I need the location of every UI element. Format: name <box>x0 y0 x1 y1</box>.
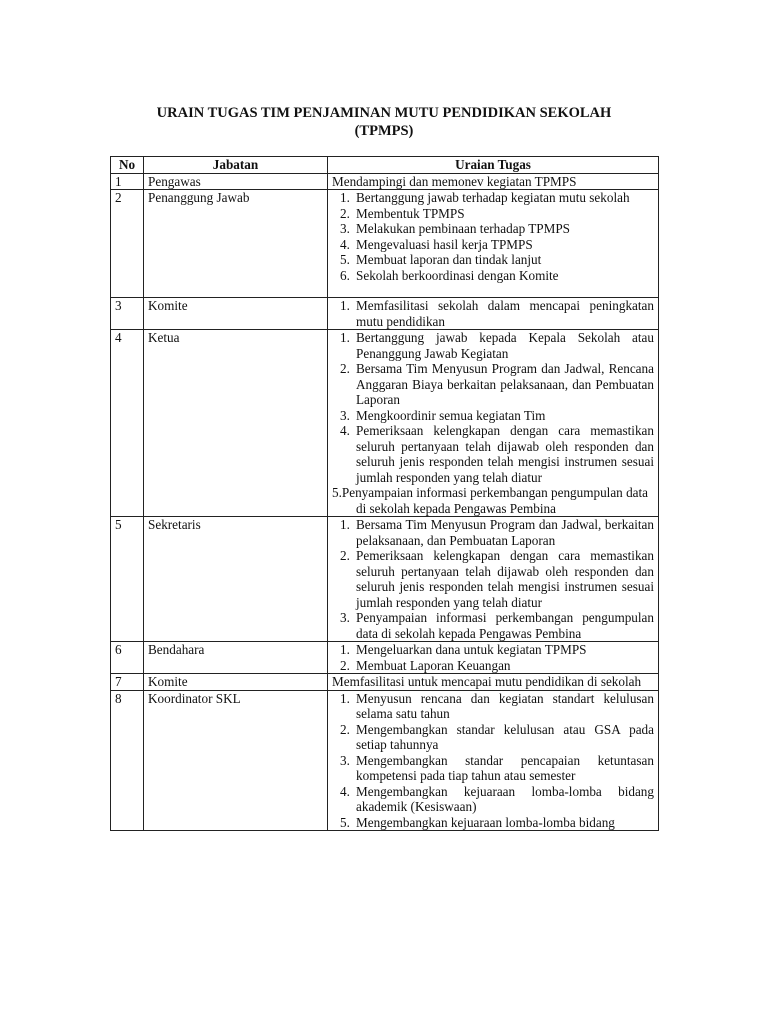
row-number: 6 <box>111 642 144 674</box>
task-item-text: Sekolah berkoordinasi dengan Komite <box>356 267 559 283</box>
row-uraian-tugas <box>328 517 659 642</box>
task-item: 2. Pemeriksaan kelengkapan dengan cara memastikan seluruh pertanyaan telah dijawab oleh responden dan seluruh jenis responden telah mengisi instrumen sesuai jumlah responden yang telah diatur <box>340 548 654 610</box>
task-item-text: Mengembangkan kejuaraan lomba-lomba bidang akademik (Kesiswaan) <box>356 783 654 814</box>
task-item: 2. Bersama Tim Menyusun Program dan Jadwal, Rencana Anggaran Biaya berkaitan pelaksanaan, dan Pembuatan Laporan <box>340 361 654 407</box>
task-list <box>332 330 654 485</box>
task-item: 1. Bertanggung jawab terhadap kegiatan mutu sekolah <box>340 190 630 205</box>
row-number: 3 <box>111 298 144 330</box>
table-row <box>111 690 659 831</box>
task-item-text: Mengembangkan standar pencapaian ketuntasan kompetensi pada tiap tahun atau semester <box>356 752 654 783</box>
row-uraian-tugas <box>328 190 659 298</box>
row-jabatan: Penanggung Jawab <box>144 190 328 298</box>
task-item: 3. Melakukan pembinaan terhadap TPMPS <box>340 221 571 236</box>
row-jabatan: Koordinator SKL <box>144 690 328 831</box>
task-item: 4. Mengevaluasi hasil kerja TPMPS <box>340 236 533 252</box>
task-item-text: Bersama Tim Menyusun Program dan Jadwal, berkaitan pelaksanaan, dan Pembuatan Laporan <box>356 517 654 548</box>
task-item-text: Menyusun rencana dan kegiatan standart kelulusan selama satu tahun <box>356 690 654 721</box>
task-item-text: Mengembangkan standar kelulusan atau GSA pada setiap tahunnya <box>356 721 654 752</box>
table-row <box>111 173 659 190</box>
task-item-text: Membuat laporan dan tindak lanjut <box>356 252 542 267</box>
document-title: URAIN TUGAS TIM PENJAMINAN MUTU PENDIDIKAN SEKOLAH <box>156 105 612 121</box>
row-uraian-tugas <box>328 674 659 691</box>
task-text: Memfasilitasi untuk mencapai mutu pendidikan di sekolah <box>332 674 642 689</box>
row-uraian-tugas <box>328 330 659 517</box>
task-item: 5. Mengembangkan kejuaraan lomba-lomba bidang <box>340 814 615 830</box>
task-item: 1. Memfasilitasi sekolah dalam mencapai peningkatan mutu pendidikan <box>340 298 654 329</box>
task-item-text: Bertanggung jawab kepada Kepala Sekolah atau Penanggung Jawab Kegiatan <box>356 330 654 361</box>
row-number: 2 <box>111 190 144 298</box>
task-item-text: Mengevaluasi hasil kerja TPMPS <box>356 236 533 252</box>
row-number: 8 <box>111 690 144 831</box>
task-item-text: Membuat Laporan Keuangan <box>356 657 511 673</box>
task-item-text: Bertanggung jawab terhadap kegiatan mutu sekolah <box>356 190 630 205</box>
task-list <box>332 190 654 283</box>
task-list <box>332 691 654 831</box>
task-item: 3. Penyampaian informasi perkembangan pengumpulan data di sekolah kepada Pengawas Pembina <box>340 610 654 641</box>
row-jabatan: Bendahara <box>144 642 328 674</box>
task-item: 3. Mengkoordinir semua kegiatan Tim <box>340 407 546 423</box>
task-item: 1. Bertanggung jawab kepada Kepala Sekolah atau Penanggung Jawab Kegiatan <box>340 330 654 361</box>
task-item: 1. Mengeluarkan dana untuk kegiatan TPMPS <box>340 642 587 657</box>
table-row <box>111 517 659 642</box>
row-jabatan: Komite <box>144 674 328 691</box>
task-item-text: Bersama Tim Menyusun Program dan Jadwal, Rencana Anggaran Biaya berkaitan pelaksanaan, dan Pembuatan Laporan <box>356 361 654 407</box>
row-uraian-tugas <box>328 642 659 674</box>
row-number: 5 <box>111 517 144 642</box>
table-row <box>111 642 659 674</box>
header-uraian-tugas: Uraian Tugas <box>328 157 659 174</box>
row-uraian-tugas <box>328 298 659 330</box>
task-item-text: Mengembangkan kejuaraan lomba-lomba bidang <box>356 814 615 830</box>
table-row <box>111 298 659 330</box>
task-item-text: Mengkoordinir semua kegiatan Tim <box>356 407 546 423</box>
table-row <box>111 190 659 298</box>
task-list <box>332 298 654 329</box>
header-no: No <box>111 157 144 174</box>
document-title-acronym: (TPMPS) <box>354 123 414 139</box>
task-item: 1. Menyusun rencana dan kegiatan standart kelulusan selama satu tahun <box>340 690 654 721</box>
table-header-row <box>111 157 659 174</box>
task-list <box>332 642 654 673</box>
task-item: 4. Mengembangkan kejuaraan lomba-lomba bidang akademik (Kesiswaan) <box>340 783 654 814</box>
task-item-extra: 5.Penyampaian informasi perkembangan pengumpulan data di sekolah kepada Pengawas Pembina <box>332 485 649 516</box>
row-jabatan: Ketua <box>144 330 328 517</box>
row-number: 4 <box>111 330 144 517</box>
task-item-text: Memfasilitasi sekolah dalam mencapai peningkatan mutu pendidikan <box>356 298 654 329</box>
task-table <box>110 156 659 831</box>
task-item: 1. Bersama Tim Menyusun Program dan Jadwal, berkaitan pelaksanaan, dan Pembuatan Laporan <box>340 517 654 548</box>
task-text: Mendampingi dan memonev kegiatan TPMPS <box>332 173 577 189</box>
row-uraian-tugas <box>328 690 659 831</box>
task-item: 2. Mengembangkan standar kelulusan atau GSA pada setiap tahunnya <box>340 721 654 752</box>
row-jabatan: Pengawas <box>144 173 328 190</box>
table-body <box>111 173 659 831</box>
task-item: 4. Pemeriksaan kelengkapan dengan cara memastikan seluruh pertanyaan telah dijawab oleh responden dan seluruh jenis responden telah mengisi instrumen sesuai jumlah responden yang telah diatur <box>340 423 654 485</box>
row-number: 1 <box>111 173 144 190</box>
task-item: 3. Mengembangkan standar pencapaian ketuntasan kompetensi pada tiap tahun atau semester <box>340 752 654 783</box>
task-item-text: Melakukan pembinaan terhadap TPMPS <box>356 221 571 236</box>
task-list <box>332 517 654 641</box>
task-item-text: Penyampaian informasi perkembangan pengumpulan data di sekolah kepada Pengawas Pembina <box>356 610 654 641</box>
header-jabatan: Jabatan <box>144 157 328 174</box>
task-item: 5. Membuat laporan dan tindak lanjut <box>340 252 542 267</box>
task-item: 2. Membentuk TPMPS <box>340 205 465 221</box>
row-jabatan: Komite <box>144 298 328 330</box>
row-jabatan: Sekretaris <box>144 517 328 642</box>
task-item: 6. Sekolah berkoordinasi dengan Komite <box>340 267 559 283</box>
task-item-text: Mengeluarkan dana untuk kegiatan TPMPS <box>356 642 587 657</box>
row-number: 7 <box>111 674 144 691</box>
table-row <box>111 674 659 691</box>
task-item-text: Pemeriksaan kelengkapan dengan cara memastikan seluruh pertanyaan telah dijawab oleh responden dan seluruh jenis responden telah mengisi instrumen sesuai jumlah responden yang telah diatur <box>356 423 654 485</box>
task-item: 2. Membuat Laporan Keuangan <box>340 657 511 673</box>
task-item-text: Membentuk TPMPS <box>356 205 465 221</box>
task-item-text: Pemeriksaan kelengkapan dengan cara memastikan seluruh pertanyaan telah dijawab oleh responden dan seluruh jenis responden telah mengisi instrumen sesuai jumlah responden yang telah diatur <box>356 548 654 610</box>
row-uraian-tugas <box>328 173 659 190</box>
table-row <box>111 330 659 517</box>
